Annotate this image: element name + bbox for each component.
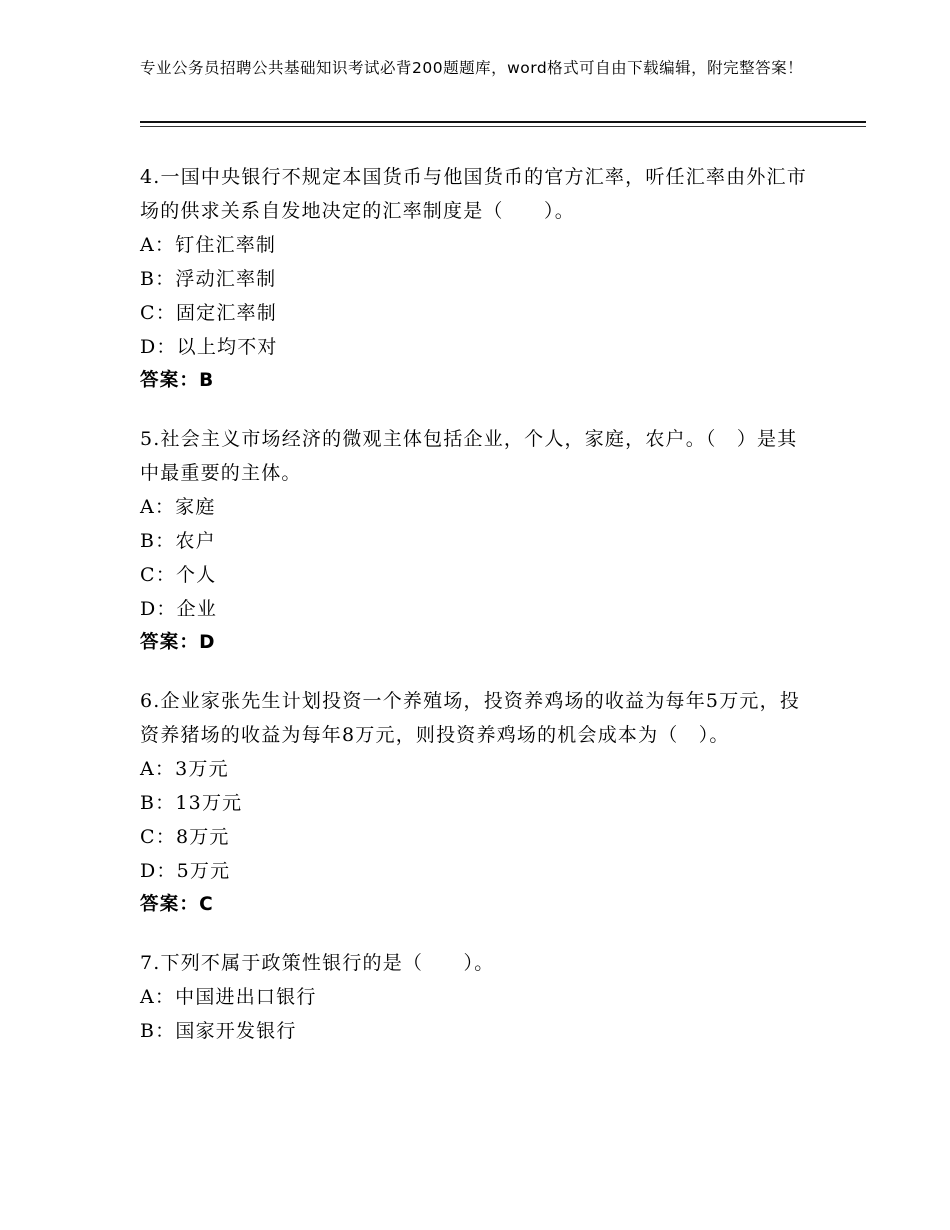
answer-label: 答案：C <box>140 894 214 915</box>
header-rule-thick <box>140 121 866 123</box>
header-rule-thin <box>140 126 866 127</box>
question-stem: 7.下列不属于政策性银行的是（ ）。 <box>140 952 495 974</box>
question-5 <box>140 422 808 660</box>
answer-label: 答案：B <box>140 370 215 391</box>
option-d: D：企业 <box>140 598 218 620</box>
option-d: D：5万元 <box>140 860 231 882</box>
option-c: C：个人 <box>140 564 217 586</box>
option-c: C：固定汇率制 <box>140 302 277 324</box>
option-a: A：钉住汇率制 <box>140 234 277 256</box>
question-6 <box>140 684 808 922</box>
question-stem: 6.企业家张先生计划投资一个养殖场，投资养鸡场的收益为每年5万元，投资养猪场的收益为每年8万元，则投资养鸡场的机会成本为（ ）。 <box>140 690 801 746</box>
document-header: 专业公务员招聘公共基础知识考试必背200题题库，word格式可自由下载编辑，附完整答案！ <box>140 59 804 77</box>
option-a: A：3万元 <box>140 758 229 780</box>
option-d: D：以上均不对 <box>140 336 278 358</box>
option-b: B：13万元 <box>140 792 243 814</box>
question-stem: 5.社会主义市场经济的微观主体包括企业，个人，家庭，农户。（ ）是其中最重要的主体。 <box>140 428 798 484</box>
question-stem: 4.一国中央银行不规定本国货币与他国货币的官方汇率，听任汇率由外汇市场的供求关系自发地决定的汇率制度是（ ）。 <box>140 166 807 222</box>
option-b: B：浮动汇率制 <box>140 268 277 290</box>
option-b: B：农户 <box>140 530 216 552</box>
option-c: C：8万元 <box>140 826 230 848</box>
answer-label: 答案：D <box>140 632 216 653</box>
question-4 <box>140 160 808 398</box>
option-a: A：中国进出口银行 <box>140 986 317 1008</box>
question-list <box>140 160 808 1072</box>
option-a: A：家庭 <box>140 496 216 518</box>
option-b: B：国家开发银行 <box>140 1020 297 1042</box>
question-7 <box>140 946 808 1048</box>
